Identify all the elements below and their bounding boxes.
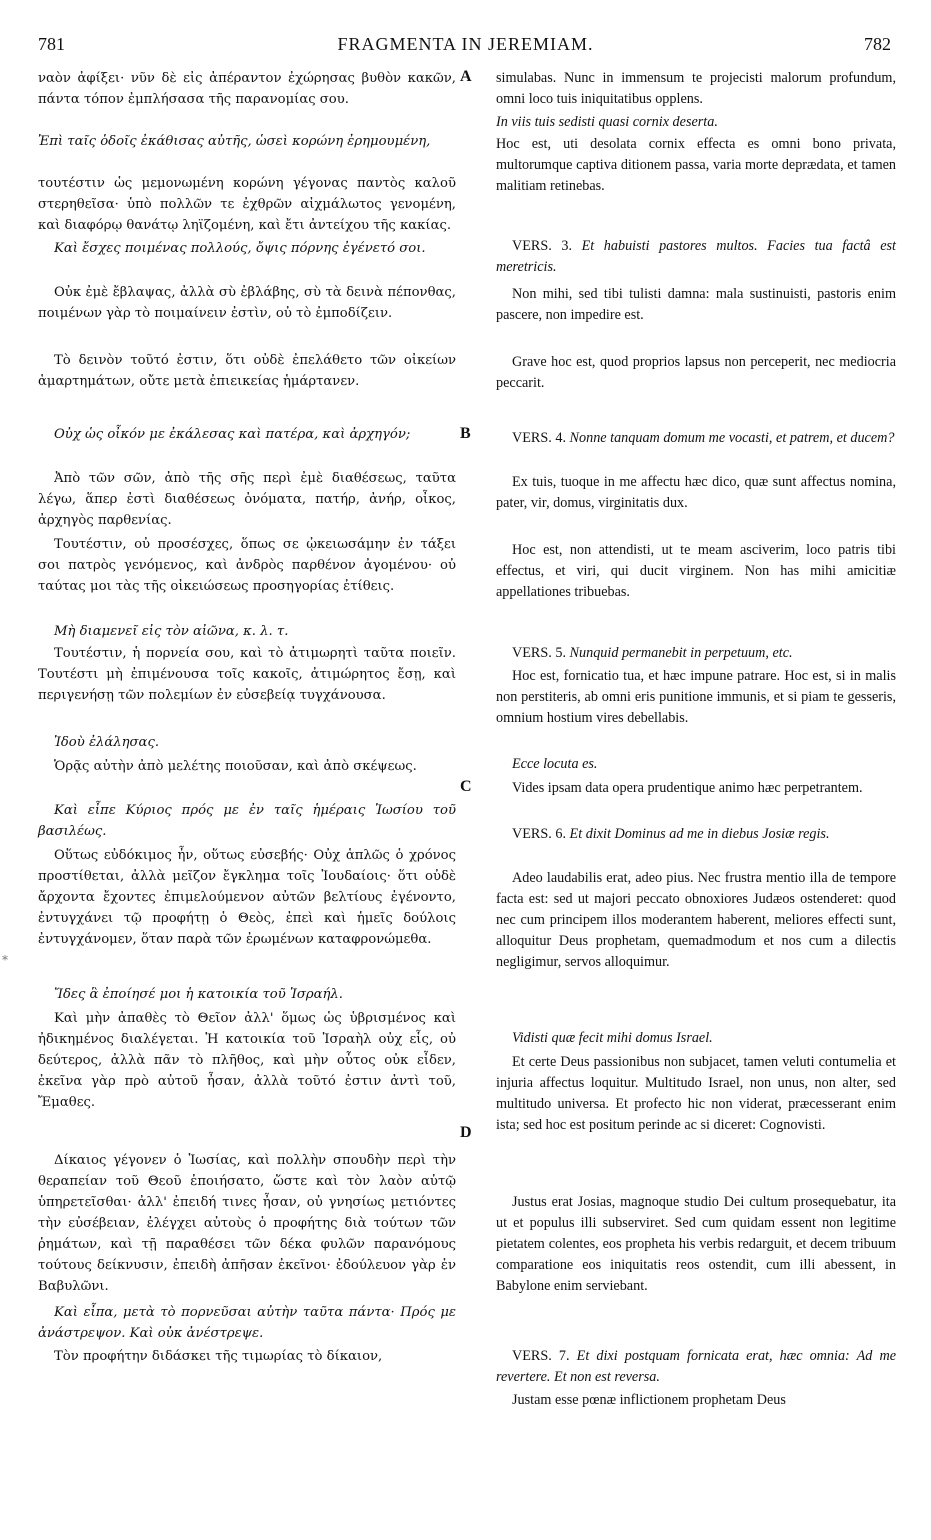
latin-paragraph: Hoc est, uti desolata cornix effecta es omni bono privata, multorumque captiva ditionem passa, varia morte deprædata, et tamen malitiam retinebas. <box>496 136 896 194</box>
greek-lemma: Καὶ εἶπα, μετὰ τὸ πορνεῦσαι αὐτὴν ταῦτα πάντα· Πρός με ἀνάστρεψον. Καὶ οὐκ ἀνέστρεψε. <box>38 1305 456 1341</box>
latin-lemma: Ecce locuta es. <box>512 756 598 772</box>
latin-lemma: Vidisti quæ fecit mihi domus Israel. <box>512 1030 713 1046</box>
greek-lemma: Ἴδες ἃ ἐποίησέ μοι ἡ κατοικία τοῦ Ἰσραήλ. <box>54 987 343 1002</box>
greek-paragraph: ναὸν ἀφίξει· νῦν δὲ εἰς ἀπέραντον ἐχώρησας βυθὸν κακῶν, πάντα τόπον ἐμπλήσασα τῆς παρανομίας σου. <box>38 71 456 107</box>
latin-paragraph: Justam esse pœnæ inflictionem prophetam Deus <box>512 1392 786 1408</box>
page-header <box>0 34 931 64</box>
greek-paragraph: Τὸ δεινὸν τοῦτό ἐστιν, ὅτι οὐδὲ ἐπελάθετο τῶν οἰκείων ἁμαρτημάτων, οὔτε μετὰ ἐπιεικείας ἡμάρτανεν. <box>38 353 456 389</box>
verse-label: VERS. 4. <box>512 430 566 446</box>
verse-text: Et dixit Dominus ad me in diebus Josiæ regis. <box>569 826 830 842</box>
latin-lemma: In viis tuis sedisti quasi cornix deserta. <box>496 114 718 130</box>
greek-paragraph: Ὁρᾷς αὐτὴν ἀπὸ μελέτης ποιοῦσαν, καὶ ἀπὸ σκέψεως. <box>54 759 417 774</box>
margin-letter-b: B <box>460 425 471 442</box>
greek-paragraph: Οὕτως εὐδόκιμος ἦν, οὕτως εὐσεβής· Οὐχ ἁπλῶς ὁ χρόνος προστίθεται, ἀλλὰ μεῖζον ἔγκλημα τοῖς Ἰουδαίοις· ὅτι οὐδὲ ἄρχοντα ἔχοντες ἐπιμελούμενον αὐτῶν βελτίους ἐγένοντο, ἐντυγχάνει τῷ προφήτῃ ὁ Θεὸς, ἐπεὶ καὶ ἡμεῖς δούλοις ἐντυγχάνομεν, ὅταν παρὰ τῶν ἐρωμένων καταφρονώμεθα. <box>38 848 456 947</box>
verse-label: VERS. 5. <box>512 645 566 661</box>
verse-text: Et habuisti pastores multos. Facies tua factâ est meretricis. <box>496 238 896 275</box>
latin-verse <box>496 1346 896 1388</box>
greek-paragraph: Τουτέστιν, ἡ πορνεία σου, καὶ τὸ ἀτιμωρητὶ ταῦτα ποιεῖν. Τουτέστι μὴ ἐπιμένουσα τοῖς κακοῖς, ἀτιμώρητος ἔσῃ, καὶ περιγενήσῃ τῶν πολεμίων ἐν εὐσεβείᾳ τυγχάνουσα. <box>38 646 456 703</box>
margin-letter-d: D <box>460 1124 472 1141</box>
greek-paragraph: Οὐκ ἐμὲ ἔβλαψας, ἀλλὰ σὺ ἐβλάβης, σὺ τὰ δεινὰ πέπονθας, ποιμένων γὰρ τὸ ποιμαίνειν ἐστὶν, οὐ τὸ ἐμποδίζειν. <box>38 285 456 321</box>
margin-asterisk: * <box>2 953 8 967</box>
latin-paragraph: Grave hoc est, quod proprios lapsus non perceperit, nec mediocria peccarit. <box>496 354 896 391</box>
greek-paragraph: Καὶ μὴν ἀπαθὲς τὸ Θεῖον ἀλλ' ὅμως ὡς ὑβρισμένος καὶ ἠδικημένος διαλέγεται. Ἡ κατοικία τοῦ Ἰσραὴλ οὐχ εἷς, οὐ δεύτερος, ἀλλὰ πᾶν τὸ πλῆθος, καὶ μὴν οὗτος οὐκ εἶδεν, ἐκεῖνα γὰρ πρὸ αὐτοῦ ἦσαν, ἀλλὰ τοῦτό ἐστιν ἀντὶ τοῦ, Ἔμαθες. <box>38 1011 456 1110</box>
latin-verse <box>496 643 896 664</box>
greek-paragraph: Δίκαιος γέγονεν ὁ Ἰωσίας, καὶ πολλὴν σπουδὴν περὶ τὴν θεραπείαν τοῦ Θεοῦ ἐποιήσατο, ὥστε καὶ τὸν λαὸν αὐτῷ ὑπηρετεῖσθαι· ἀλλ' ἐπειδή τινες ἦσαν, οὐ γνησίως μετιόντες τὴν εὐσέβειαν, ἐλέγχει αὐτοὺς ὁ προφήτης διὰ τούτων τῶν ῥημάτων, καὶ τῇ παραθέσει τῶν δέκα φυλῶν παρανόμους τούτους δείκνυσιν, ἐπειδὴ ἀπῆσαν ἐκεῖνοι· ἐδούλευον γὰρ ἐν Βαβυλῶνι. <box>38 1153 456 1294</box>
greek-lemma: Ἰδοὺ ἐλάλησας. <box>54 735 160 750</box>
verse-label: VERS. 7. <box>512 1348 570 1364</box>
verse-label: VERS. 6. <box>512 826 566 842</box>
verse-text: Nunquid permanebit in perpetuum, etc. <box>569 645 793 661</box>
greek-paragraph: Τουτέστιν, οὐ προσέσχες, ὅπως σε ᾠκειωσάμην ἐν τάξει σοι πατρὸς γενόμενος, καὶ ἀνδρὸς παρθένον ἀγομένου· οὐ ταύτας μοι τὰς τῆς οἰκειώσεως προσηγορίας ἐτίθεις. <box>38 537 456 594</box>
greek-paragraph: τουτέστιν ὡς μεμονωμένη κορώνη γέγονας παντὸς καλοῦ στερηθεῖσα· ὑπὸ πολλῶν τε ἐχθρῶν αἰχμάλωτος γενομένη, καὶ διαφόρῳ θανάτῳ ληϊζομένη, καὶ ἔτι ἀντείχου τῆς κακίας. <box>38 176 456 233</box>
latin-paragraph: Adeo laudabilis erat, adeo pius. Nec frustra mentio illa de tempore facta est: sed ut majori peccato obnoxiores Judæos ostenderet: quod nec cum principem illos moderantem haberent, meliores effecti sunt, alloquitur Deus prophetam, quemadmodum et nos cum a dilectis negligimur, servos alloquimur. <box>496 870 896 970</box>
verse-label: VERS. 3. <box>512 238 573 254</box>
greek-lemma: Ἐπὶ ταῖς ὁδοῖς ἐκάθισας αὐτῆς, ὡσεὶ κορώνη ἐρημουμένη, <box>38 134 431 149</box>
greek-lemma: Καὶ εἶπε Κύριος πρός με ἐν ταῖς ἡμέραις Ἰωσίου τοῦ βασιλέως. <box>38 803 456 839</box>
page-number-left: 781 <box>38 34 65 54</box>
verse-text: Et dixi postquam fornicata erat, hæc omnia: Ad me revertere. Et non est reversa. <box>496 1348 897 1385</box>
greek-lemma: Μὴ διαμενεῖ εἰς τὸν αἰῶνα, κ. λ. τ. <box>54 624 289 639</box>
latin-paragraph: Hoc est, non attendisti, ut te meam asciverim, loco patris tibi effectus, et viri, qui ducit virginem. Non has mihi amicitiæ appellationes tribuebas. <box>496 542 896 600</box>
greek-lemma: Οὐχ ὡς οἶκόν με ἐκάλεσας καὶ πατέρα, καὶ ἀρχηγόν; <box>54 427 411 442</box>
latin-paragraph: Hoc est, fornicatio tua, et hæc impune patrare. Hoc est, si in malis non perstiteris, ab omni eris punitione immunis, et si piam te gesseris, omnium hostium vires debellabis. <box>496 668 896 726</box>
page-number-right: 782 <box>864 34 891 54</box>
latin-verse <box>496 824 896 845</box>
greek-paragraph: Τὸν προφήτην διδάσκει τῆς τιμωρίας τὸ δίκαιον, <box>54 1349 383 1364</box>
verse-text: Nonne tanquam domum me vocasti, et patrem, et ducem? <box>569 430 895 446</box>
margin-letter-a: A <box>460 68 472 85</box>
greek-paragraph: Ἀπὸ τῶν σῶν, ἀπὸ τῆς σῆς περὶ ἐμὲ διαθέσεως, ταῦτα λέγω, ἅπερ ἐστὶ διαθέσεως ὀνόματα, πατήρ, ἀνήρ, οἶκος, ἀρχηγὸς παρθενίας. <box>38 471 456 528</box>
latin-verse <box>496 428 896 449</box>
latin-paragraph: Et certe Deus passionibus non subjacet, tamen veluti contumelia et injuria affectus loquitur. Multitudo Israel, non unus, non alter, sed multitudo universa. Et profecto hic non viderat, præcesserant enim ista; sed hoc est positum perinde ac si diceret: Cognovisti. <box>496 1054 896 1133</box>
greek-lemma: Καὶ ἔσχες ποιμένας πολλούς, ὄψις πόρνης ἐγένετό σοι. <box>54 241 426 256</box>
latin-paragraph: Non mihi, sed tibi tulisti damna: mala sustinuisti, pastoris enim pascere, non impedire est. <box>496 286 896 323</box>
latin-paragraph: Ex tuis, tuoque in me affectu hæc dico, quæ sunt affectus nomina, pater, vir, domus, virginitatis dux. <box>496 474 896 511</box>
latin-verse <box>496 236 896 278</box>
latin-paragraph: simulabas. Nunc in immensum te projecisti malorum profundum, omni loco tuis iniquitatibus opplens. <box>496 70 896 107</box>
latin-paragraph: Justus erat Josias, magnoque studio Dei cultum prosequebatur, ita ut et populus illi subserviret. Sed cum quidam essent non legitime pietatem colentes, eos propheta his verbis redarguit, et decem tribuum comparatione eos iniquitatis reos ostendit, cum illi abessent, in Babylone enim serviebant. <box>496 1194 896 1294</box>
margin-letter-c: C <box>460 778 472 795</box>
latin-paragraph: Vides ipsam data opera prudentique animo hæc perpetrantem. <box>512 780 863 796</box>
running-title: FRAGMENTA IN JEREMIAM. <box>337 34 594 54</box>
